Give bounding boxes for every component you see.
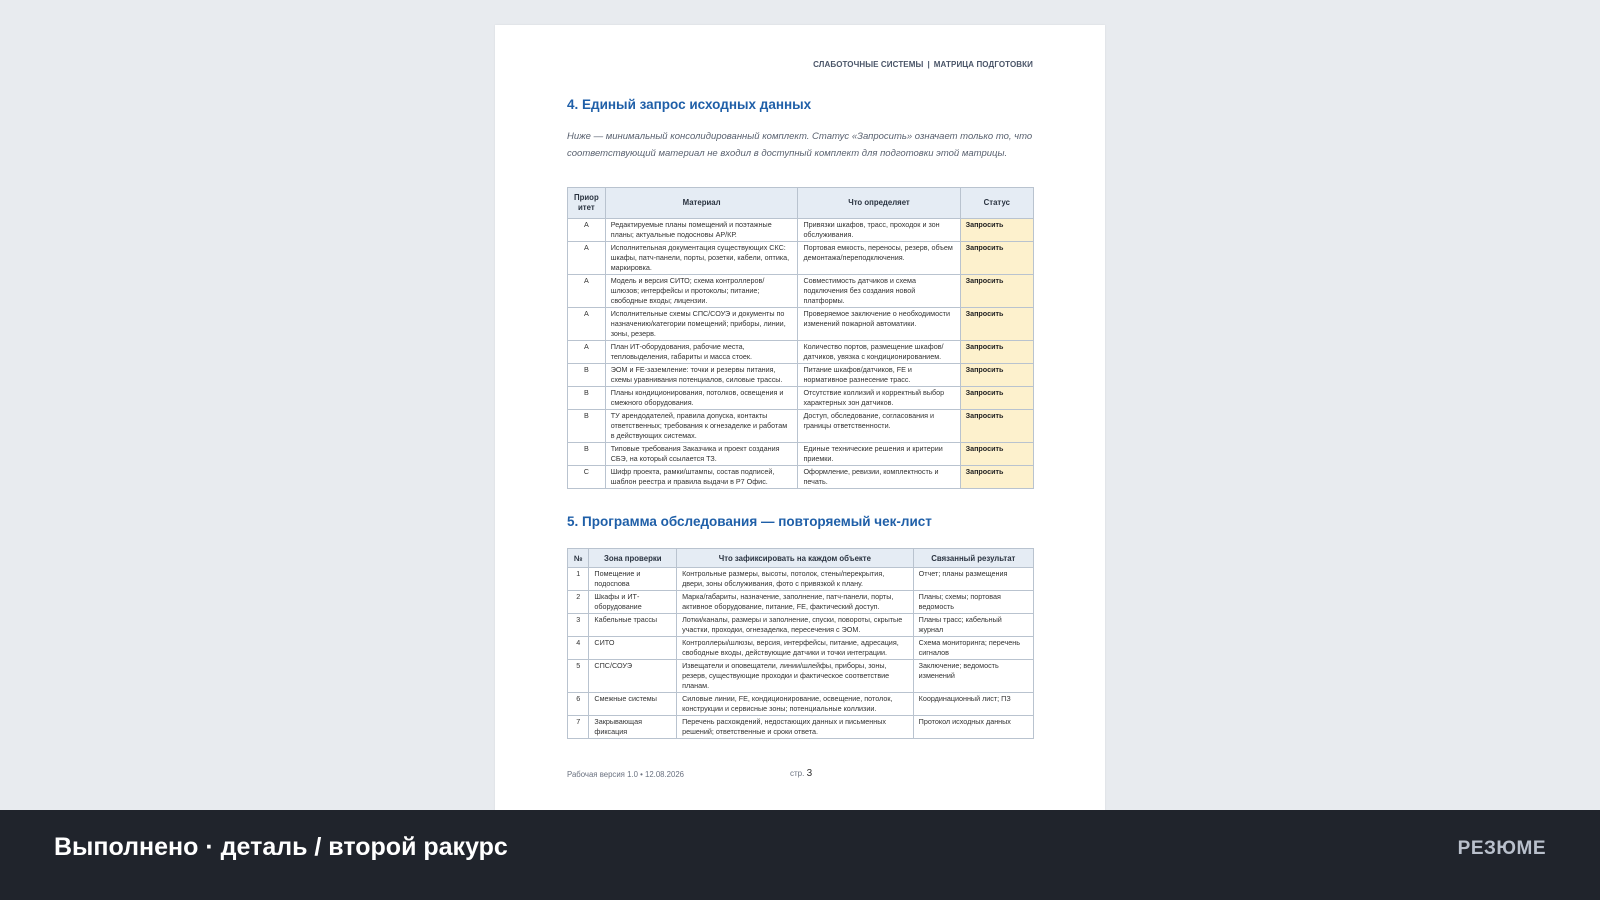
table-row xyxy=(568,242,1034,275)
page-footer xyxy=(567,770,684,779)
table-row xyxy=(568,275,1034,308)
zone-cell: СПС/СОУЭ xyxy=(589,660,677,693)
col-status: Статус xyxy=(960,188,1033,219)
defines-cell: Отсутствие коллизий и корректный выбор характерных зон датчиков. xyxy=(798,387,960,410)
fix-cell: Извещатели и оповещатели, линии/шлейфы, приборы, зоны, резерв, существующие проходки и фактическое соответствие планам. xyxy=(677,660,914,693)
priority-cell: B xyxy=(568,410,606,443)
result-cell: Планы трасс; кабельный журнал xyxy=(913,614,1033,637)
fix-cell: Лотки/каналы, размеры и заполнение, спуски, повороты, скрытые участки, проходки, огнезаделка, пересечения с ЭОМ. xyxy=(677,614,914,637)
section-4-intro: Ниже — минимальный консолидированный комплект. Статус «Запросить» означает только то, что соответствующий материал не входил в доступный комплект для подготовки этой матрицы. xyxy=(567,131,1033,159)
status-cell: Запросить xyxy=(960,219,1033,242)
defines-cell: Количество портов, размещение шкафов/датчиков, увязка с кондиционированием. xyxy=(798,341,960,364)
priority-cell: B xyxy=(568,443,606,466)
priority-cell: C xyxy=(568,466,606,489)
col-fix: Что зафиксировать на каждом объекте xyxy=(677,549,914,568)
result-cell: Схема мониторинга; перечень сигналов xyxy=(913,637,1033,660)
resume-link[interactable]: РЕЗЮМЕ xyxy=(1457,838,1546,859)
section-5-title: 5. Программа обследования — повторяемый чек-лист xyxy=(567,514,932,529)
data-request-body xyxy=(568,219,1034,489)
defines-cell: Проверяемое заключение о необходимости изменений пожарной автоматики. xyxy=(798,308,960,341)
col-num: № xyxy=(568,549,589,568)
status-cell: Запросить xyxy=(960,308,1033,341)
fix-cell: Контроллеры/шлюзы, версия, интерфейсы, питание, адресация, свободные входы, действующие датчики и точки интеграции. xyxy=(677,637,914,660)
table-row xyxy=(568,308,1034,341)
defines-cell: Оформление, ревизии, комплектность и печать. xyxy=(798,466,960,489)
defines-cell: Привязки шкафов, трасс, проходок и зон обслуживания. xyxy=(798,219,960,242)
zone-cell: Шкафы и ИТ-оборудование xyxy=(589,591,677,614)
material-cell: Модель и версия СИТО; схема контроллеров/шлюзов; интерфейсы и протоколы; питание; свободные входы; лицензии. xyxy=(605,275,798,308)
status-cell: Запросить xyxy=(960,410,1033,443)
defines-cell: Питание шкафов/датчиков, FE и нормативное разнесение трасс. xyxy=(798,364,960,387)
priority-cell: B xyxy=(568,387,606,410)
footer-date: 12.08.2026 xyxy=(644,770,685,779)
defines-cell: Совместимость датчиков и схема подключения без создания новой платформы. xyxy=(798,275,960,308)
table-row xyxy=(568,660,1034,693)
result-cell: Координационный лист; ПЗ xyxy=(913,693,1033,716)
material-cell: Типовые требования Заказчика и проект создания СБЭ, на который ссылается ТЗ. xyxy=(605,443,798,466)
priority-cell: A xyxy=(568,242,606,275)
priority-cell: B xyxy=(568,364,606,387)
data-request-table xyxy=(567,187,1034,489)
header-matrix: МАТРИЦА ПОДГОТОВКИ xyxy=(933,60,1033,69)
priority-cell: A xyxy=(568,275,606,308)
num-cell: 3 xyxy=(568,614,589,637)
header-system: СЛАБОТОЧНЫЕ СИСТЕМЫ xyxy=(813,60,924,69)
status-cell: Запросить xyxy=(960,341,1033,364)
material-cell: Исполнительные схемы СПС/СОУЭ и документы по назначению/категории помещений; приборы, линии, зоны, резерв. xyxy=(605,308,798,341)
material-cell: ТУ арендодателей, правила допуска, контакты ответственных; требования к огнезаделке и работам в действующих системах. xyxy=(605,410,798,443)
header-separator: | xyxy=(927,60,930,69)
fix-cell: Марка/габариты, назначение, заполнение, патч-панели, порты, активное оборудование, питание, FE, фактический доступ. xyxy=(677,591,914,614)
fix-cell: Перечень расхождений, недостающих данных и письменных решений; ответственные и сроки ответа. xyxy=(677,716,914,739)
survey-checklist-body xyxy=(568,568,1034,739)
result-cell: Отчет; планы размещения xyxy=(913,568,1033,591)
material-cell: Шифр проекта, рамки/штампы, состав подписей, шаблон реестра и правила выдачи в Р7 Офис. xyxy=(605,466,798,489)
col-priority: Приор итет xyxy=(568,188,606,219)
num-cell: 7 xyxy=(568,716,589,739)
table-header-row xyxy=(568,188,1034,219)
fix-cell: Контрольные размеры, высоты, потолок, стены/перекрытия, двери, зоны обслуживания, фото с привязкой к плану. xyxy=(677,568,914,591)
material-cell: Редактируемые планы помещений и поэтажные планы; актуальные подосновы АР/КР. xyxy=(605,219,798,242)
table-header-row xyxy=(568,549,1034,568)
col-result: Связанный результат xyxy=(913,549,1033,568)
page-header xyxy=(813,60,1033,69)
num-cell: 5 xyxy=(568,660,589,693)
material-cell: Исполнительная документация существующих СКС: шкафы, патч-панели, порты, розетки, кабели, оптика, маркировка. xyxy=(605,242,798,275)
material-cell: Планы кондиционирования, потолков, освещения и смежного оборудования. xyxy=(605,387,798,410)
material-cell: План ИТ-оборудования, рабочие места, тепловыделения, габариты и масса стоек. xyxy=(605,341,798,364)
table-row xyxy=(568,716,1034,739)
table-row xyxy=(568,568,1034,591)
num-cell: 2 xyxy=(568,591,589,614)
table-row xyxy=(568,364,1034,387)
result-cell: Планы; схемы; портовая ведомость xyxy=(913,591,1033,614)
bottom-bar xyxy=(0,810,1600,900)
footer-dot: • xyxy=(640,770,643,779)
zone-cell: СИТО xyxy=(589,637,677,660)
section-4-title: 4. Единый запрос исходных данных xyxy=(567,97,812,112)
zone-cell: Закрывающая фиксация xyxy=(589,716,677,739)
result-cell: Протокол исходных данных xyxy=(913,716,1033,739)
page-number-value: 3 xyxy=(806,768,813,779)
table-row xyxy=(568,341,1034,364)
table-row xyxy=(568,614,1034,637)
table-row xyxy=(568,466,1034,489)
material-cell: ЭОМ и FE-заземление: точки и резервы питания, схемы уравнивания потенциалов, силовые трассы. xyxy=(605,364,798,387)
priority-cell: A xyxy=(568,308,606,341)
result-cell: Заключение; ведомость изменений xyxy=(913,660,1033,693)
zone-cell: Помещение и подосnова xyxy=(589,568,677,591)
status-cell: Запросить xyxy=(960,275,1033,308)
survey-checklist-table xyxy=(567,548,1034,739)
zone-cell: Смежные системы xyxy=(589,693,677,716)
status-cell: Запросить xyxy=(960,443,1033,466)
table-row xyxy=(568,219,1034,242)
slide-caption: Выполнено · деталь / второй ракурс xyxy=(54,833,508,861)
col-zone: Зона проверки xyxy=(589,549,677,568)
table-row xyxy=(568,637,1034,660)
num-cell: 1 xyxy=(568,568,589,591)
priority-cell: A xyxy=(568,219,606,242)
status-cell: Запросить xyxy=(960,466,1033,489)
col-defines: Что определяет xyxy=(798,188,960,219)
table-row xyxy=(568,591,1034,614)
num-cell: 6 xyxy=(568,693,589,716)
status-cell: Запросить xyxy=(960,242,1033,275)
footer-version: Рабочая версия 1.0 xyxy=(567,770,638,779)
table-row xyxy=(568,387,1034,410)
document-page xyxy=(495,25,1105,810)
page-label: стр. xyxy=(790,769,805,778)
fix-cell: Силовые линии, FE, кондиционирование, освещение, потолок, конструкции и сервисные зоны; потенциальные коллизии. xyxy=(677,693,914,716)
status-cell: Запросить xyxy=(960,364,1033,387)
defines-cell: Портовая емкость, переносы, резерв, объем демонтажа/переподключения. xyxy=(798,242,960,275)
num-cell: 4 xyxy=(568,637,589,660)
table-row xyxy=(568,443,1034,466)
table-row xyxy=(568,693,1034,716)
col-material: Материал xyxy=(605,188,798,219)
zone-cell: Кабельные трассы xyxy=(589,614,677,637)
status-cell: Запросить xyxy=(960,387,1033,410)
priority-cell: A xyxy=(568,341,606,364)
defines-cell: Доступ, обследование, согласования и границы ответственности. xyxy=(798,410,960,443)
defines-cell: Единые технические решения и критерии приемки. xyxy=(798,443,960,466)
table-row xyxy=(568,410,1034,443)
page-number xyxy=(790,768,812,779)
